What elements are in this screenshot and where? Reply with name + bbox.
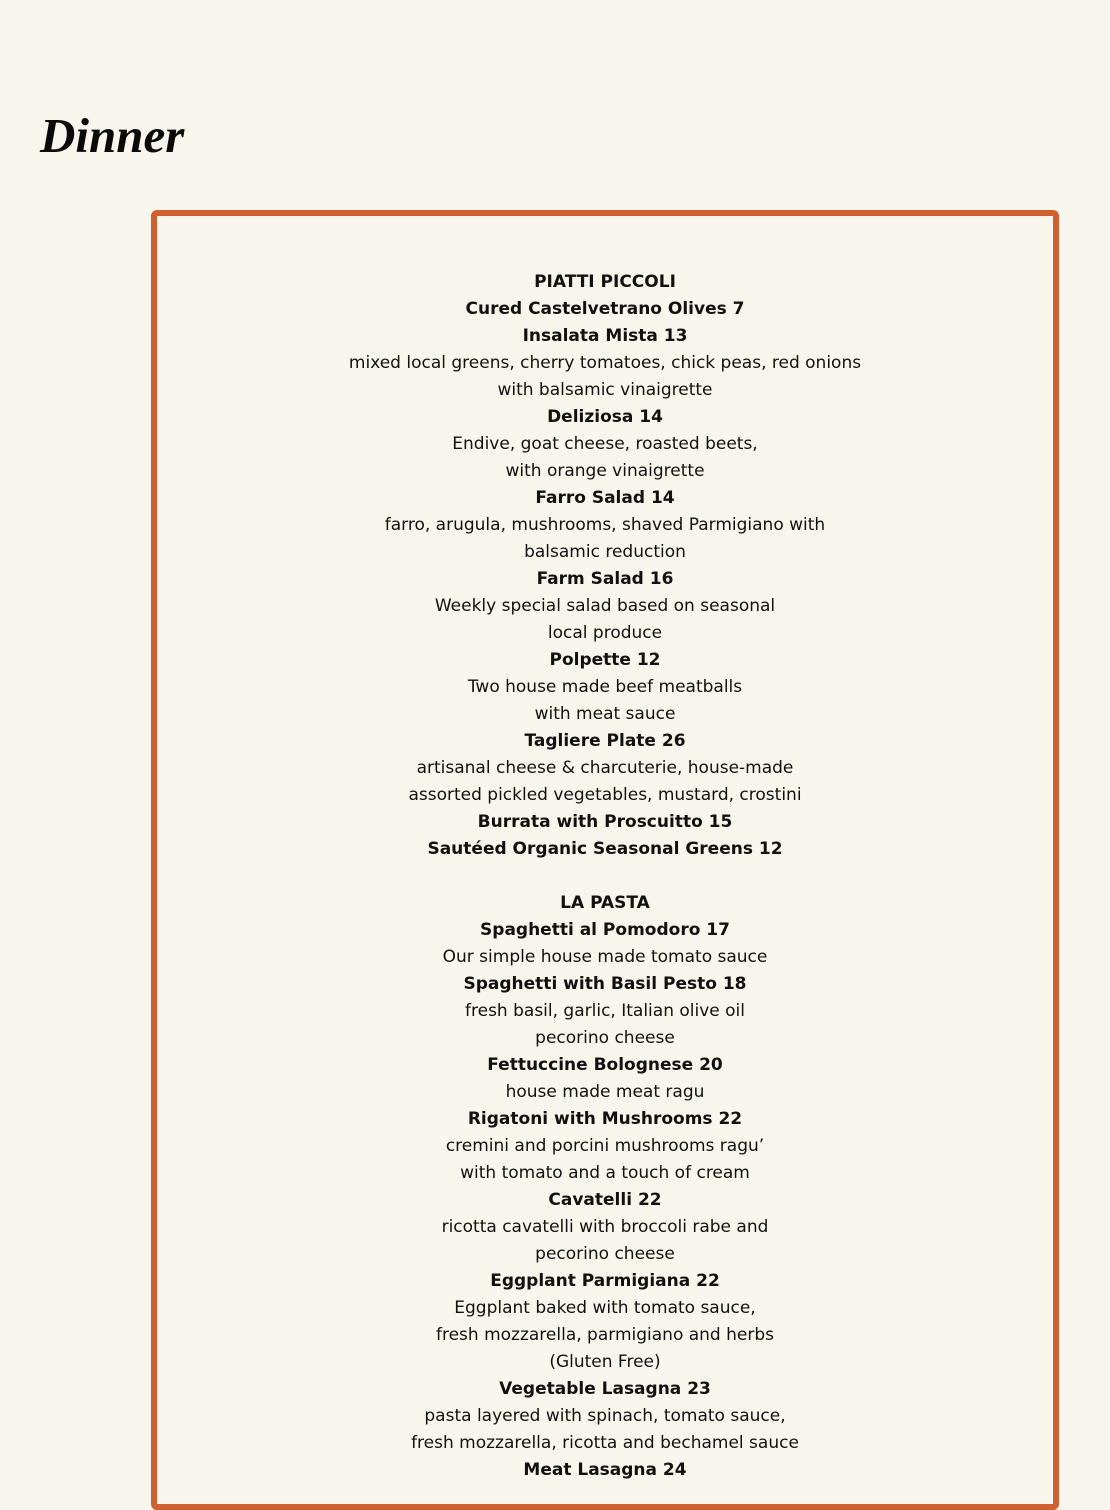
- menu-item-description: fresh basil, garlic, Italian olive oil: [465, 1001, 745, 1021]
- menu-item-description: pecorino cheese: [535, 1244, 675, 1264]
- menu-item-description: pasta layered with spinach, tomato sauce,: [424, 1406, 786, 1426]
- menu-item-name: Eggplant Parmigiana 22: [490, 1271, 720, 1291]
- menu-item-description: Endive, goat cheese, roasted beets,: [452, 434, 758, 454]
- menu-item-description: house made meat ragu: [505, 1082, 705, 1102]
- menu-frame: [151, 210, 1059, 1510]
- menu-item-description: Two house made beef meatballs: [467, 677, 743, 697]
- menu-item-description: artisanal cheese & charcuterie, house-made: [416, 758, 794, 778]
- menu-item-description: fresh mozzarella, parmigiano and herbs: [435, 1325, 775, 1345]
- menu-item-name: Spaghetti al Pomodoro 17: [480, 920, 730, 940]
- menu-item-name: Fettuccine Bolognese 20: [487, 1055, 723, 1075]
- menu-item-description: farro, arugula, mushrooms, shaved Parmigiano with: [384, 515, 826, 535]
- menu-item-description: with meat sauce: [534, 704, 676, 724]
- section-heading: PIATTI PICCOLI: [534, 272, 676, 292]
- menu-item-description: (Gluten Free): [549, 1352, 661, 1372]
- menu-item-name: Tagliere Plate 26: [524, 731, 686, 751]
- menu-item-name: Deliziosa 14: [547, 407, 663, 427]
- menu-item-name: Burrata with Proscuitto 15: [477, 812, 733, 832]
- menu-item-description: mixed local greens, cherry tomatoes, chick peas, red onions: [348, 353, 862, 373]
- menu-item-name: Cavatelli 22: [548, 1190, 662, 1210]
- menu-item-name: Insalata Mista 13: [522, 326, 688, 346]
- menu-item-name: Meat Lasagna 24: [523, 1460, 687, 1480]
- menu-item-description: with tomato and a touch of cream: [460, 1163, 750, 1183]
- menu-item-description: cremini and porcini mushrooms ragu’: [445, 1136, 765, 1156]
- page-title: Dinner: [40, 108, 185, 163]
- menu-item-description: ricotta cavatelli with broccoli rabe and: [441, 1217, 769, 1237]
- menu-item-name: Cured Castelvetrano Olives 7: [465, 299, 745, 319]
- menu-item-description: with orange vinaigrette: [505, 461, 705, 481]
- menu-item-name: Farro Salad 14: [535, 488, 675, 508]
- menu-item-description: fresh mozzarella, ricotta and bechamel sauce: [411, 1433, 799, 1453]
- menu-item-description: Weekly special salad based on seasonal: [434, 596, 776, 616]
- menu-item-name: Vegetable Lasagna 23: [499, 1379, 711, 1399]
- menu-item-name: Spaghetti with Basil Pesto 18: [463, 974, 747, 994]
- section-spacer: [157, 863, 1053, 890]
- menu-item-name: Sautéed Organic Seasonal Greens 12: [427, 839, 783, 859]
- menu-item-description: local produce: [547, 623, 663, 643]
- menu-item-description: assorted pickled vegetables, mustard, crostini: [408, 785, 802, 805]
- menu-item-description: Eggplant baked with tomato sauce,: [454, 1298, 756, 1318]
- menu-item-name: Farm Salad 16: [536, 569, 674, 589]
- menu-item-name: Polpette 12: [549, 650, 661, 670]
- menu-item-description: Our simple house made tomato sauce: [442, 947, 768, 967]
- section-heading: LA PASTA: [560, 893, 650, 913]
- menu-item-description: balsamic reduction: [524, 542, 686, 562]
- menu-item-description: with balsamic vinaigrette: [497, 380, 713, 400]
- menu-body: [157, 269, 1053, 1484]
- menu-item-description: pecorino cheese: [535, 1028, 675, 1048]
- menu-item-name: Rigatoni with Mushrooms 22: [467, 1109, 743, 1129]
